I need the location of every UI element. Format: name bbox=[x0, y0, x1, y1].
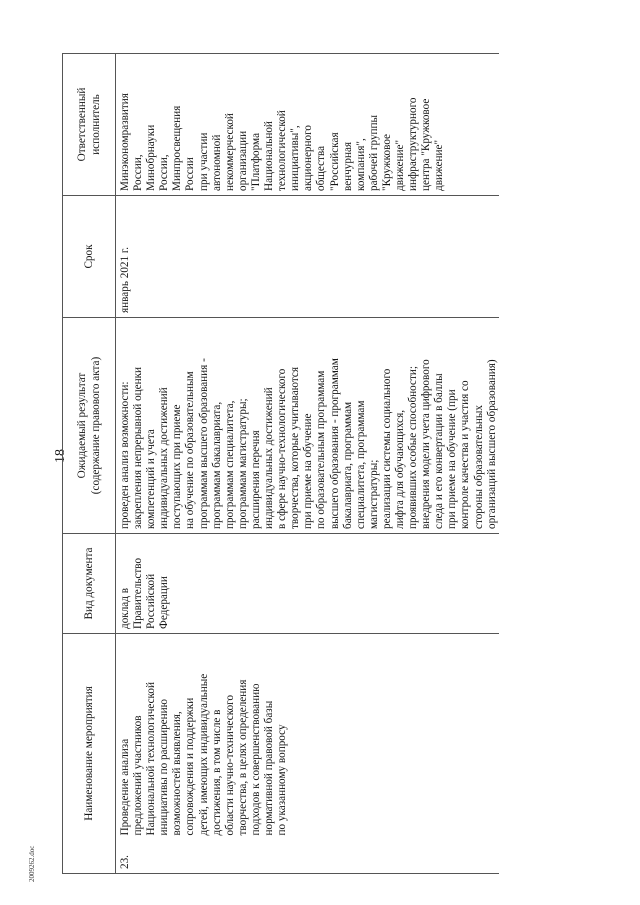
row-doc-type: доклад в Правительство Российской Федерации bbox=[116, 534, 499, 634]
row-deadline: январь 2021 г. bbox=[116, 196, 499, 318]
header-event-name: Наименование мероприятия bbox=[63, 634, 116, 874]
row-responsible: Минэкономразвития России, Минобрнауки России, Минпросвещения России при участии автономной некоммерческой организации "Платформа Национальной технологической инициативы", акционерного общества "Российская венчурная компания", рабочей группы "Кружковое движение" инфраструктурного центра "Кружковое движение" bbox=[116, 54, 499, 196]
header-deadline: Срок bbox=[63, 196, 116, 318]
table-header-row bbox=[63, 54, 116, 874]
row-event-name: Проведение анализа предложений участников Национальной технологической инициативы по расширению возможностей выявления, сопровождения и поддержки детей, имеющих индивидуальные достижения, в том числе в области научно-технического творчества, в целях определения подходов к совершенствованию нормативной правовой базы по указанному вопросу bbox=[116, 634, 499, 840]
table-row bbox=[116, 54, 499, 874]
rotated-table-sheet bbox=[62, 54, 634, 874]
row-result: проведен анализ возможности: закрепления непрерывной оценки компетенций и учета индивидуальных достижений поступающих при приеме на обучение по образовательным программам высшего образования - программам бакалавриата, программам специалитета, программам магистратуры; расширения перечня индивидуальных достижений в сфере научно-технологического творчества, которые учитываются при приеме на обучение по образовательным программам высшего образования - программам бакалавриата, программам специалитета, программам магистратуры; реализации системы социального лифта для обучающихся, проявивших особые способности; внедрения модели учета цифрового следа и его конвертации в баллы при приеме на обучение (при контроле качества и участия со стороны образовательных организаций высшего образования) bbox=[116, 318, 499, 534]
header-result: Ожидаемый результат (содержание правового акта) bbox=[63, 318, 116, 534]
document-filename: 2009262.doc bbox=[28, 845, 36, 882]
row-number: 23. bbox=[116, 840, 499, 874]
header-doc-type: Вид документа bbox=[63, 534, 116, 634]
header-responsible: Ответственный исполнитель bbox=[63, 54, 116, 196]
events-table bbox=[62, 53, 499, 874]
page-number: 18 bbox=[53, 449, 68, 463]
